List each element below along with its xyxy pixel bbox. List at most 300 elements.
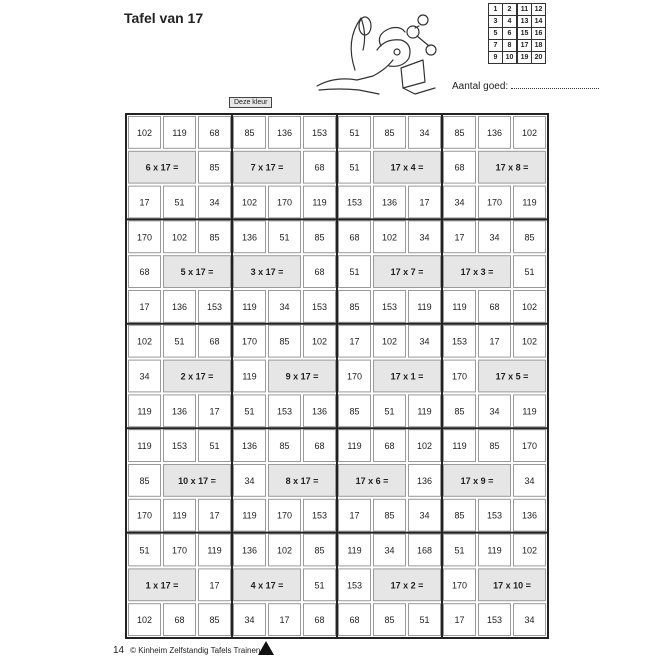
answer-cell-label: 136 — [311, 406, 328, 417]
answer-cell[interactable] — [199, 117, 231, 149]
answer-cell-label: 85 — [209, 162, 220, 173]
answer-cell[interactable] — [304, 395, 336, 427]
score-cell[interactable]: 11 — [517, 4, 532, 16]
task-cell-label: 5 x 17 = — [180, 267, 214, 278]
answer-cell-label: 136 — [486, 127, 503, 138]
answer-cell[interactable] — [514, 604, 546, 636]
answer-cell[interactable] — [444, 360, 476, 392]
answer-cell[interactable] — [199, 395, 231, 427]
score-cell[interactable]: 9 — [489, 52, 503, 64]
answer-cell[interactable] — [444, 151, 476, 183]
answer-cell-label: 17 — [209, 580, 220, 591]
answer-cell-label: 17 — [419, 197, 430, 208]
answer-cell[interactable] — [444, 291, 476, 323]
answer-cell[interactable] — [479, 325, 511, 357]
task-cell-label: 8 x 17 = — [285, 475, 319, 486]
score-row — [489, 16, 546, 28]
score-row — [489, 4, 546, 16]
answer-cell[interactable] — [339, 569, 371, 601]
footer — [113, 645, 268, 656]
answer-cell[interactable] — [374, 604, 406, 636]
answer-cell[interactable] — [129, 604, 161, 636]
answer-cell[interactable] — [339, 186, 371, 218]
answer-cell-label: 85 — [209, 615, 220, 626]
answer-cell[interactable] — [409, 465, 441, 497]
task-cell[interactable] — [129, 569, 196, 601]
answer-cell[interactable] — [514, 430, 546, 462]
answer-cell-label: 51 — [244, 406, 255, 417]
task-cell[interactable] — [374, 360, 441, 392]
answer-cell[interactable] — [339, 151, 371, 183]
answer-cell[interactable] — [444, 395, 476, 427]
score-cell[interactable]: 2 — [503, 4, 518, 16]
answer-cell-label: 85 — [454, 406, 465, 417]
answer-cell[interactable] — [304, 430, 336, 462]
answer-cell-label: 51 — [174, 197, 185, 208]
answer-cell[interactable] — [269, 395, 301, 427]
task-cell-label: 17 x 9 = — [460, 475, 494, 486]
answer-cell[interactable] — [129, 186, 161, 218]
answer-cell[interactable] — [339, 221, 371, 253]
answer-cell[interactable] — [339, 256, 371, 288]
answer-cell[interactable] — [339, 325, 371, 357]
task-cell[interactable] — [374, 256, 441, 288]
answer-cell[interactable] — [234, 534, 266, 566]
answer-cell[interactable] — [304, 151, 336, 183]
answer-cell[interactable] — [514, 291, 546, 323]
answer-cell[interactable] — [164, 395, 196, 427]
answer-cell-label: 136 — [241, 545, 258, 556]
task-cell-label: 17 x 7 = — [390, 267, 424, 278]
answer-cell[interactable] — [304, 569, 336, 601]
task-cell[interactable] — [269, 465, 336, 497]
answer-cell[interactable] — [199, 151, 231, 183]
answer-cell-label: 17 — [454, 615, 465, 626]
answer-cell-label: 51 — [174, 336, 185, 347]
board-grid — [127, 115, 547, 637]
answer-cell[interactable] — [479, 186, 511, 218]
answer-cell-label: 153 — [381, 301, 398, 312]
answer-cell[interactable] — [479, 534, 511, 566]
answer-cell[interactable] — [269, 430, 301, 462]
answer-cell[interactable] — [374, 221, 406, 253]
answer-cell-label: 34 — [279, 301, 290, 312]
answer-cell[interactable] — [199, 291, 231, 323]
task-cell[interactable] — [339, 465, 406, 497]
answer-cell[interactable] — [479, 499, 511, 531]
answer-cell[interactable] — [514, 325, 546, 357]
score-cell[interactable]: 7 — [489, 40, 503, 52]
answer-cell-label: 17 — [279, 615, 290, 626]
score-cell[interactable]: 18 — [532, 40, 546, 52]
answer-cell-label: 51 — [349, 267, 360, 278]
answer-cell[interactable] — [444, 430, 476, 462]
answer-cell-label: 34 — [209, 197, 220, 208]
answer-cell[interactable] — [129, 360, 161, 392]
answer-cell-label: 153 — [311, 510, 328, 521]
multiplication-board — [125, 113, 549, 639]
answer-cell-label: 102 — [136, 336, 153, 347]
answer-cell-label: 170 — [521, 441, 538, 452]
answer-cell[interactable] — [444, 117, 476, 149]
answer-cell[interactable] — [199, 221, 231, 253]
answer-cell[interactable] — [374, 325, 406, 357]
answer-cell-label: 102 — [136, 615, 153, 626]
answer-cell-label: 136 — [381, 197, 398, 208]
answer-cell[interactable] — [444, 221, 476, 253]
answer-cell-label: 85 — [384, 615, 395, 626]
answer-cell[interactable] — [199, 186, 231, 218]
answer-cell-label: 68 — [489, 301, 500, 312]
task-cell[interactable] — [479, 151, 546, 183]
legend-swatch: Deze kleur — [229, 97, 272, 108]
answer-cell[interactable] — [409, 117, 441, 149]
answer-cell[interactable] — [514, 186, 546, 218]
answer-cell[interactable] — [164, 534, 196, 566]
answer-cell[interactable] — [304, 604, 336, 636]
task-cell-label: 17 x 3 = — [460, 267, 494, 278]
answer-cell[interactable] — [409, 499, 441, 531]
score-cell[interactable]: 6 — [503, 28, 518, 40]
task-cell-label: 17 x 2 = — [390, 580, 424, 591]
score-cell[interactable]: 13 — [517, 16, 532, 28]
answer-cell[interactable] — [234, 325, 266, 357]
answer-cell-label: 85 — [454, 127, 465, 138]
task-cell-label: 17 x 8 = — [495, 162, 529, 173]
answer-cell-label: 68 — [349, 615, 360, 626]
answer-cell-label: 51 — [314, 580, 325, 591]
score-cell[interactable]: 17 — [517, 40, 532, 52]
answer-cell-label: 102 — [381, 232, 398, 243]
score-row — [489, 52, 546, 64]
task-cell[interactable] — [479, 569, 546, 601]
answer-cell[interactable] — [164, 499, 196, 531]
task-cell[interactable] — [269, 360, 336, 392]
answer-cell[interactable] — [234, 221, 266, 253]
answer-cell[interactable] — [269, 604, 301, 636]
correct-count-field[interactable] — [452, 79, 599, 92]
page-number: 14 — [113, 645, 125, 656]
answer-cell[interactable] — [339, 395, 371, 427]
answer-cell-label: 34 — [524, 475, 535, 486]
answer-cell[interactable] — [269, 534, 301, 566]
answer-cell[interactable] — [234, 430, 266, 462]
answer-cell-label: 119 — [452, 301, 467, 312]
answer-cell-label: 68 — [314, 615, 325, 626]
answer-cell[interactable] — [234, 465, 266, 497]
answer-cell[interactable] — [199, 569, 231, 601]
answer-cell[interactable] — [514, 221, 546, 253]
answer-cell-label: 17 — [209, 510, 220, 521]
answer-cell[interactable] — [374, 395, 406, 427]
answer-cell[interactable] — [479, 604, 511, 636]
score-cell[interactable]: 5 — [489, 28, 503, 40]
score-cell[interactable]: 19 — [517, 52, 532, 64]
score-cell[interactable]: 1 — [489, 4, 503, 16]
task-cell-label: 6 x 17 = — [145, 162, 179, 173]
answer-cell-label: 119 — [172, 510, 187, 521]
answer-cell-label: 34 — [419, 336, 430, 347]
answer-cell-label: 102 — [521, 301, 538, 312]
answer-cell-label: 102 — [311, 336, 328, 347]
answer-cell-label: 17 — [454, 232, 465, 243]
task-cell-label: 1 x 17 = — [145, 580, 179, 591]
answer-cell-label: 153 — [311, 301, 328, 312]
answer-cell[interactable] — [514, 117, 546, 149]
answer-cell-label: 85 — [384, 127, 395, 138]
answer-cell-label: 136 — [521, 510, 538, 521]
answer-cell-label: 34 — [489, 232, 500, 243]
answer-cell-label: 153 — [311, 127, 328, 138]
answer-cell[interactable] — [444, 604, 476, 636]
answer-cell[interactable] — [374, 117, 406, 149]
task-cell[interactable] — [164, 256, 231, 288]
answer-cell-label: 153 — [486, 510, 503, 521]
answer-cell[interactable] — [339, 604, 371, 636]
answer-cell[interactable] — [304, 221, 336, 253]
answer-cell-label: 153 — [276, 406, 293, 417]
answer-cell[interactable] — [479, 221, 511, 253]
answer-cell-label: 68 — [349, 232, 360, 243]
answer-cell[interactable] — [234, 186, 266, 218]
reading-gnome-illustration — [305, 10, 445, 98]
answer-cell[interactable] — [444, 569, 476, 601]
task-cell[interactable] — [164, 465, 231, 497]
answer-cell-label: 51 — [384, 406, 395, 417]
answer-cell[interactable] — [339, 117, 371, 149]
answer-cell[interactable] — [514, 534, 546, 566]
answer-cell[interactable] — [164, 291, 196, 323]
answer-cell[interactable] — [129, 534, 161, 566]
answer-cell[interactable] — [339, 360, 371, 392]
score-cell[interactable]: 10 — [503, 52, 518, 64]
answer-cell-label: 136 — [241, 441, 258, 452]
answer-cell-label: 34 — [524, 615, 535, 626]
answer-cell-label: 136 — [416, 475, 433, 486]
answer-cell-label: 136 — [276, 127, 293, 138]
task-cell-label: 3 x 17 = — [250, 267, 284, 278]
answer-cell[interactable] — [339, 499, 371, 531]
answer-cell-label: 17 — [349, 510, 360, 521]
answer-cell[interactable] — [269, 291, 301, 323]
answer-cell[interactable] — [374, 291, 406, 323]
answer-cell[interactable] — [304, 291, 336, 323]
answer-cell[interactable] — [409, 534, 441, 566]
answer-cell[interactable] — [129, 221, 161, 253]
answer-cell[interactable] — [129, 395, 161, 427]
answer-cell-label: 68 — [209, 127, 220, 138]
answer-cell-label: 153 — [346, 197, 363, 208]
answer-cell[interactable] — [164, 325, 196, 357]
answer-cell[interactable] — [199, 430, 231, 462]
answer-cell[interactable] — [164, 117, 196, 149]
answer-cell[interactable] — [339, 430, 371, 462]
answer-cell-label: 34 — [244, 615, 255, 626]
answer-cell[interactable] — [374, 534, 406, 566]
answer-cell[interactable] — [164, 186, 196, 218]
task-cell-label: 17 x 10 = — [493, 580, 531, 591]
answer-cell-label: 34 — [419, 232, 430, 243]
answer-cell-label: 85 — [454, 510, 465, 521]
answer-cell[interactable] — [234, 360, 266, 392]
task-cell[interactable] — [234, 569, 301, 601]
answer-cell-label: 85 — [279, 336, 290, 347]
answer-cell-label: 102 — [136, 127, 153, 138]
task-cell[interactable] — [129, 151, 196, 183]
answer-cell[interactable] — [129, 499, 161, 531]
answer-cell[interactable] — [164, 604, 196, 636]
answer-cell-label: 51 — [279, 232, 290, 243]
answer-cell[interactable] — [479, 395, 511, 427]
answer-cell[interactable] — [479, 291, 511, 323]
answer-cell[interactable] — [409, 604, 441, 636]
answer-cell-label: 170 — [276, 510, 293, 521]
answer-cell[interactable] — [234, 604, 266, 636]
task-cell[interactable] — [444, 256, 511, 288]
answer-cell-label: 119 — [522, 406, 537, 417]
answer-cell-label: 85 — [279, 441, 290, 452]
answer-cell[interactable] — [304, 256, 336, 288]
score-cell[interactable]: 8 — [503, 40, 518, 52]
answer-cell[interactable] — [304, 534, 336, 566]
score-cell[interactable]: 16 — [532, 28, 546, 40]
score-cell[interactable]: 3 — [489, 16, 503, 28]
answer-cell-label: 153 — [486, 615, 503, 626]
task-cell-label: 10 x 17 = — [178, 475, 216, 486]
task-cell-label: 9 x 17 = — [285, 371, 319, 382]
answer-cell[interactable] — [339, 534, 371, 566]
answer-cell-label: 119 — [137, 441, 152, 452]
correct-count-line[interactable] — [511, 79, 599, 89]
answer-cell-label: 85 — [314, 545, 325, 556]
task-cell[interactable] — [164, 360, 231, 392]
answer-cell[interactable] — [129, 325, 161, 357]
task-cell[interactable] — [374, 569, 441, 601]
score-cell[interactable]: 4 — [503, 16, 518, 28]
answer-cell[interactable] — [409, 291, 441, 323]
answer-cell[interactable] — [129, 430, 161, 462]
score-cell[interactable]: 12 — [532, 4, 546, 16]
answer-cell-label: 119 — [347, 441, 362, 452]
answer-cell[interactable] — [234, 499, 266, 531]
answer-cell-label: 85 — [489, 441, 500, 452]
answer-cell-label: 17 — [139, 197, 150, 208]
score-cell[interactable]: 20 — [532, 52, 546, 64]
task-cell[interactable] — [234, 256, 301, 288]
task-cell[interactable] — [374, 151, 441, 183]
answer-cell-label: 153 — [451, 336, 468, 347]
score-cell[interactable]: 15 — [517, 28, 532, 40]
task-cell-label: 4 x 17 = — [250, 580, 284, 591]
answer-cell[interactable] — [269, 325, 301, 357]
answer-cell[interactable] — [409, 221, 441, 253]
score-cell[interactable]: 14 — [532, 16, 546, 28]
answer-cell-label: 85 — [139, 475, 150, 486]
answer-cell-label: 68 — [384, 441, 395, 452]
answer-cell[interactable] — [164, 221, 196, 253]
answer-cell[interactable] — [374, 499, 406, 531]
answer-cell[interactable] — [269, 221, 301, 253]
answer-cell-label: 17 — [489, 336, 500, 347]
task-cell[interactable] — [444, 465, 511, 497]
answer-cell[interactable] — [199, 499, 231, 531]
answer-cell-label: 34 — [419, 510, 430, 521]
answer-cell[interactable] — [304, 117, 336, 149]
answer-cell[interactable] — [164, 430, 196, 462]
answer-cell-label: 102 — [521, 545, 538, 556]
answer-cell[interactable] — [129, 465, 161, 497]
answer-cell[interactable] — [129, 256, 161, 288]
task-cell-label: 17 x 6 = — [355, 475, 389, 486]
answer-cell[interactable] — [409, 186, 441, 218]
answer-cell-label: 119 — [242, 301, 257, 312]
task-cell[interactable] — [479, 360, 546, 392]
answer-cell[interactable] — [269, 186, 301, 218]
answer-cell[interactable] — [374, 430, 406, 462]
answer-cell-label: 119 — [137, 406, 152, 417]
answer-cell[interactable] — [304, 325, 336, 357]
answer-cell[interactable] — [269, 117, 301, 149]
triangle-icon — [258, 641, 274, 655]
answer-cell[interactable] — [444, 499, 476, 531]
answer-cell[interactable] — [514, 395, 546, 427]
answer-cell-label: 34 — [384, 545, 395, 556]
answer-cell[interactable] — [199, 325, 231, 357]
answer-cell[interactable] — [304, 186, 336, 218]
answer-cell[interactable] — [199, 534, 231, 566]
answer-cell[interactable] — [339, 291, 371, 323]
answer-cell-label: 102 — [276, 545, 293, 556]
task-cell[interactable] — [234, 151, 301, 183]
answer-cell-label: 51 — [454, 545, 465, 556]
answer-cell-label: 34 — [419, 127, 430, 138]
answer-cell-label: 17 — [209, 406, 220, 417]
answer-cell[interactable] — [269, 499, 301, 531]
answer-cell-label: 170 — [276, 197, 293, 208]
answer-cell-label: 85 — [384, 510, 395, 521]
answer-cell[interactable] — [514, 465, 546, 497]
answer-cell[interactable] — [234, 117, 266, 149]
answer-cell[interactable] — [479, 430, 511, 462]
answer-cell[interactable] — [444, 325, 476, 357]
answer-cell-label: 51 — [524, 267, 535, 278]
answer-cell-label: 170 — [171, 545, 188, 556]
answer-cell[interactable] — [409, 430, 441, 462]
answer-cell[interactable] — [479, 117, 511, 149]
answer-cell[interactable] — [514, 256, 546, 288]
answer-cell[interactable] — [409, 395, 441, 427]
answer-cell[interactable] — [444, 186, 476, 218]
answer-cell-label: 170 — [486, 197, 503, 208]
answer-cell[interactable] — [444, 534, 476, 566]
answer-cell[interactable] — [304, 499, 336, 531]
answer-cell[interactable] — [514, 499, 546, 531]
answer-cell[interactable] — [199, 604, 231, 636]
answer-cell-label: 119 — [417, 301, 432, 312]
answer-cell-label: 68 — [314, 267, 325, 278]
answer-cell-label: 153 — [346, 580, 363, 591]
answer-cell-label: 34 — [489, 406, 500, 417]
answer-cell-label: 51 — [349, 162, 360, 173]
answer-cell[interactable] — [234, 291, 266, 323]
answer-cell[interactable] — [409, 325, 441, 357]
answer-cell[interactable] — [234, 395, 266, 427]
answer-cell-label: 17 — [349, 336, 360, 347]
answer-cell[interactable] — [374, 186, 406, 218]
task-cell-label: 17 x 5 = — [495, 371, 529, 382]
answer-cell[interactable] — [129, 291, 161, 323]
answer-cell[interactable] — [129, 117, 161, 149]
